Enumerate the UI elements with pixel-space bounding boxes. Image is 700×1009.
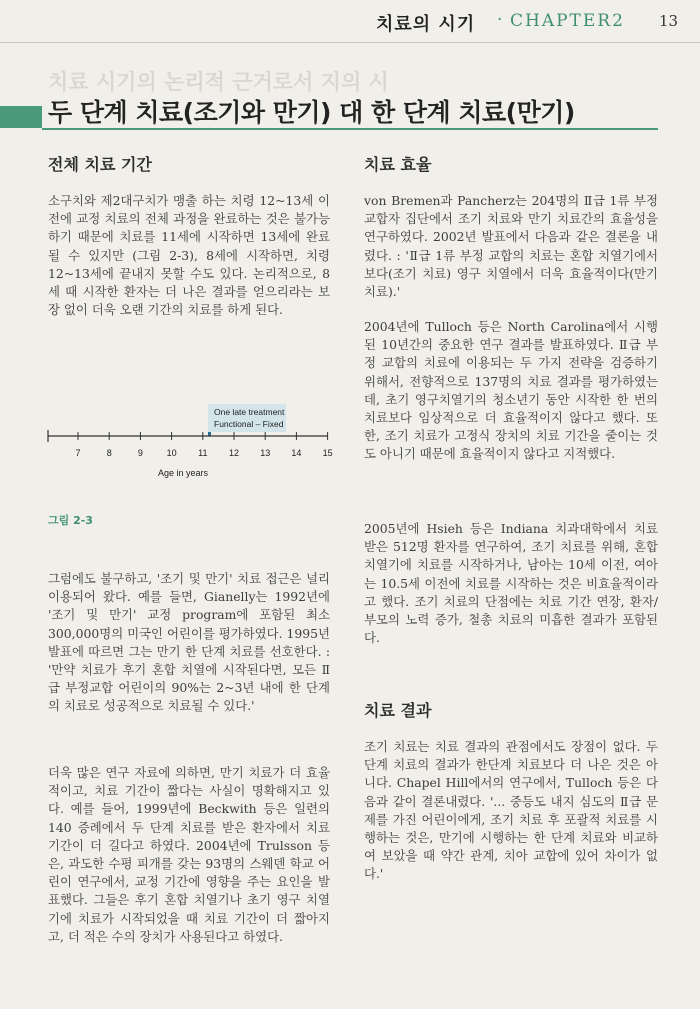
timeline-tick-label: 12	[228, 448, 240, 458]
right-paragraph-2	[364, 318, 658, 464]
paragraph-text: 소구치와 제2대구치가 맹출 하는 치령 12~13세 이전에 교정 치료의 전체 과정을 완료하는 것은 불가능하기 때문에 치료를 11세에 시작하면 13세에 완료될 수 있지만 (그림 2-3), 8세에 시작하면, 치령 12~13세에 끝내지 못할 수도 있다. 논리적으로, 8세 때 시작한 환자는 더 나은 결과를 얻으리라는 보장 없이 더욱 오랜 기간의 치료를 하게 된다.	[48, 193, 330, 318]
timeline-tick-label: 11	[198, 448, 208, 458]
figure-2-3	[44, 400, 334, 490]
axis-label: Age in years	[158, 468, 209, 478]
timeline-tick-label: 9	[137, 448, 143, 458]
timeline-tick-label: 10	[166, 448, 177, 458]
paragraph-text: 2005년에 Hsieh 등은 Indiana 치과대학에서 치료 받은 512명 환자를 연구하여, 조기 치료를 위해, 혼합 치열기에 치료를 시작하거나, 남아는 10세 이전, 여아는 10.5세 이전에 치료를 시작하는 것은 비효율적이라고 했다. 조기 치료의 단점에는 치료 기간 연장, 환자/부모의 노력 증가, 철총 치료의 미흡한 결과가 포함된다.	[364, 521, 658, 646]
timeline-tick-label: 14	[291, 448, 302, 458]
running-header	[0, 0, 700, 42]
treatment-box-line2: Functional – Fixed	[214, 419, 284, 429]
timeline-figure	[44, 400, 334, 490]
left-paragraph-3	[48, 764, 330, 946]
header-chapter: CHAPTER2	[510, 11, 625, 31]
bleed-through-text: 치료 시기의 논리적 근거로서 지의 시	[48, 70, 389, 94]
page-title: 두 단계 치료(조기와 만기) 대 한 단계 치료(만기)	[48, 98, 575, 127]
paragraph-text: 더욱 많은 연구 자료에 의하면, 만기 치료가 더 효율적이고, 치료 기간이 짧다는 사실이 명확해지고 있다. 예를 들어, 1999년에 Beckwith 등은 일련의 140 증례에서 두 단계 치료를 받은 환자에서 치료 기간이 더 길다고 하였다. 2004년에 Trulsson 등은, 과도한 수평 피개를 갖는 93명의 스웨덴 학교 어린이 연구에서, 교정 기간에 영향을 주는 요인을 발표했다. 그들은 후기 혼합 치열기나 초기 영구 치열기에 치료가 시작되었을 때 치료 기간이 더 짧아지고, 더 적은 수의 장치가 사용된다고 하였다.	[48, 765, 330, 944]
right-paragraph-4	[364, 738, 658, 884]
right-paragraph-1	[364, 192, 658, 301]
right-paragraph-3	[364, 520, 658, 647]
header-section-title: 치료의 시기	[376, 14, 476, 35]
timeline-tick-label: 8	[106, 448, 112, 458]
paragraph-text: 2004년에 Tulloch 등은 North Carolina에서 시행된 10년간의 중요한 연구 결과를 발표하였다. Ⅱ급 부정 교합의 치료에 이용되는 두 가지 전략을 검증하기 위해서, 전향적으로 137명의 치료 결과를 평가하였는데, 초기 영구치열기의 청소년기 동안 시작한 한 번의 치료보다 임상적으로 더 효율적이지 않다고 했다. 또한, 조기 치료가 고정식 장치의 치료 기간을 줄이는 것도 아니기 때문에 효율적이지 않다고 지적했다.	[364, 319, 658, 462]
header-rule	[0, 42, 700, 43]
left-paragraph-2	[48, 570, 330, 716]
box-pointer	[208, 432, 211, 436]
title-underline	[42, 128, 658, 130]
title-accent-block	[0, 106, 42, 128]
header-separator: ·	[497, 10, 503, 30]
timeline-tick-label: 13	[260, 448, 271, 458]
figure-label: 그림 2-3	[48, 514, 93, 527]
timeline-tick-label: 15	[322, 448, 333, 458]
heading-treatment-efficiency: 치료 효율	[364, 155, 432, 174]
heading-total-treatment-time: 전체 치료 기간	[48, 155, 152, 174]
paragraph-text: 조기 치료는 치료 결과의 관점에서도 장점이 없다. 두단계 치료의 결과가 한단계 치료보다 더 나은 것은 아니다. Chapel Hill에서의 연구에서, Tulloch 등은 다음과 같이 결론내렸다. '... 중등도 내지 심도의 Ⅱ급 문제를 가진 어린이에게, 조기 치료 후 포괄적 치료를 시행하는 것은, 만기에 시행하는 한 단계 치료와 비교하여 보았을 때 약간 관계, 치아 교합에 있어 차이가 없다.'	[364, 739, 658, 882]
page-number: 13	[659, 12, 679, 30]
paragraph-text: 그럼에도 불구하고, '조기 및 만기' 치료 접근은 널리 이용되어 왔다. 예를 들면, Gianelly는 1992년에 '조기 및 만기' 교정 program에 포함된 최소 300,000명의 미국인 어린이를 평가하였다. 1995년 발표에 따르면 그는 만기 한 단계 치료를 선호한다. : '만약 치료가 후기 혼합 치열에 시작된다면, 모든 Ⅱ급 부정교합 어린이의 90%는 2~3년 내에 한 단계의 치료로 성공적으로 치료될 수 있다.'	[48, 571, 331, 714]
left-paragraph-1	[48, 192, 330, 319]
treatment-box-line1: One late treatment	[214, 407, 285, 417]
paragraph-text: von Bremen과 Pancherz는 204명의 Ⅱ급 1류 부정 교합자 집단에서 조기 치료와 만기 치료간의 효율성을 연구하였다. 2002년 발표에서 다음과 같은 결론을 내렸다. : 'Ⅱ급 1류 부정 교합의 치료는 혼합 치열기에서 보다(조기 치료) 영구 치열에서 더욱 효율적이다(만기 치료).'	[364, 193, 658, 300]
timeline-tick-label: 7	[75, 448, 81, 458]
heading-treatment-results: 치료 결과	[364, 701, 432, 720]
